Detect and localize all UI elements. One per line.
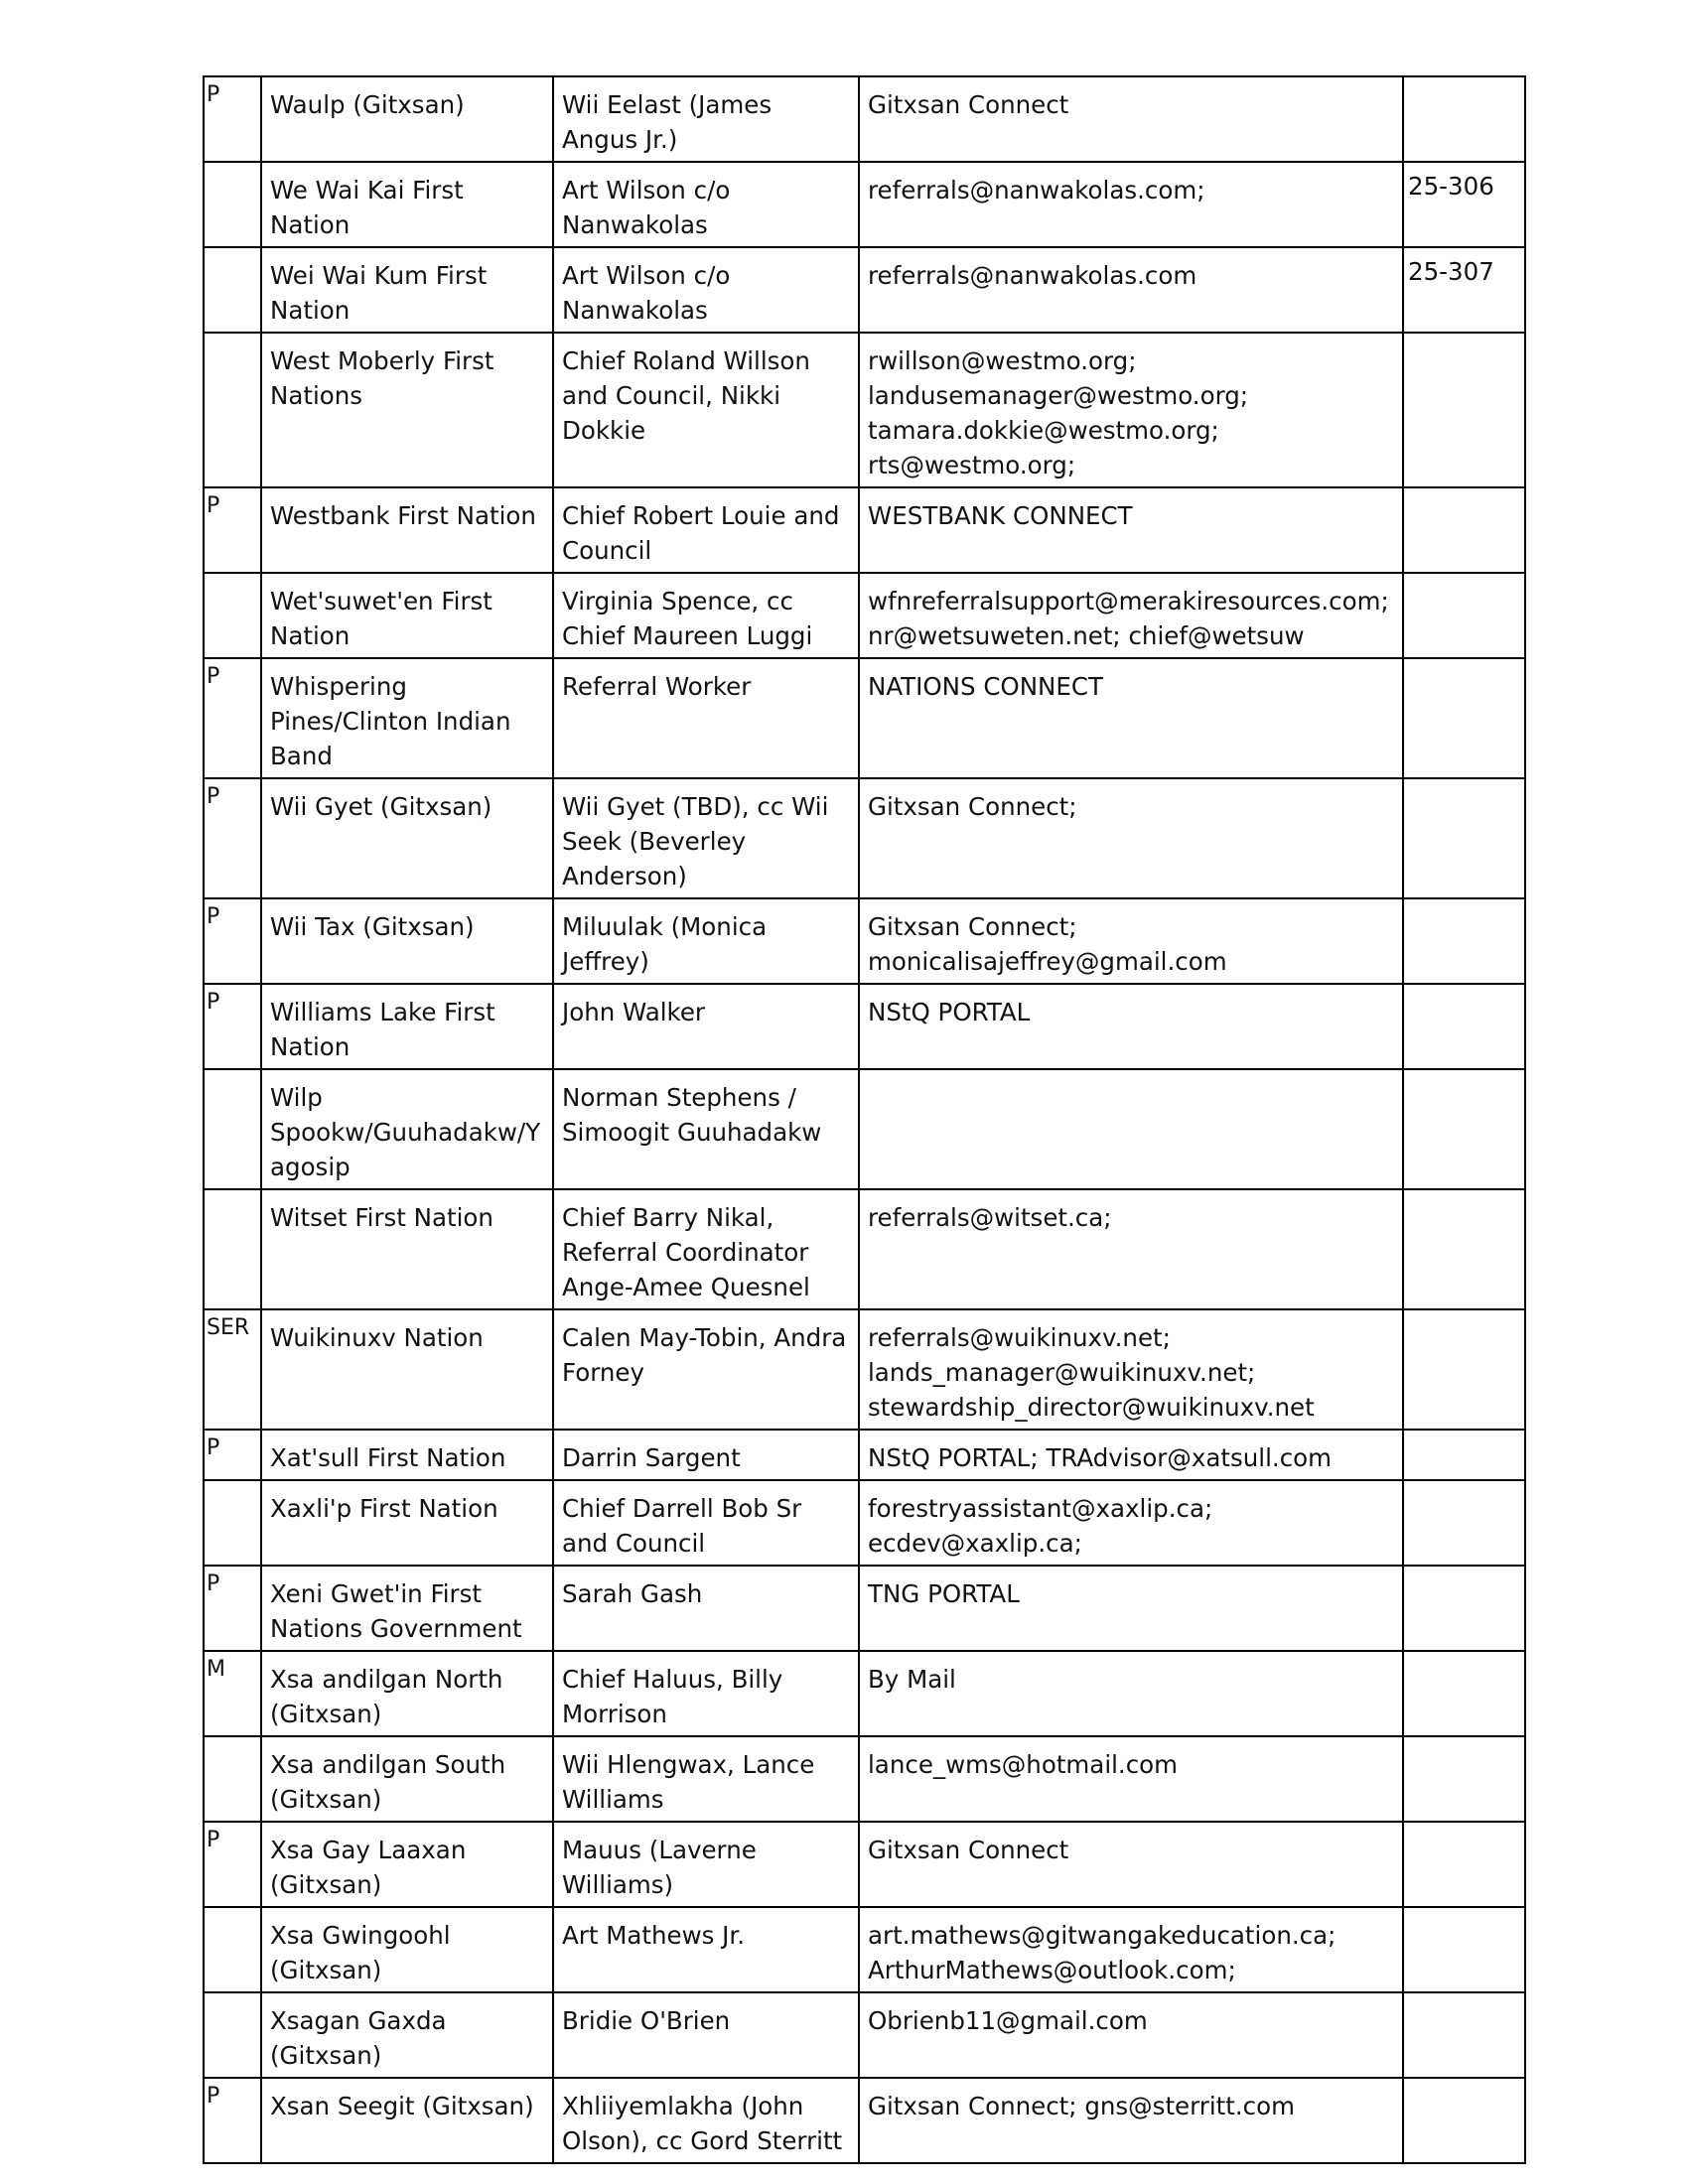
nation-name: Wii Tax (Gitxsan) — [261, 898, 553, 984]
table-row — [204, 1992, 1525, 2078]
row-flag — [204, 333, 261, 487]
file-number — [1403, 1430, 1525, 1480]
contact-name: Chief Roland Willson and Council, Nikki Dokkie — [553, 333, 859, 487]
nation-name: Williams Lake First Nation — [261, 984, 553, 1069]
contact-name: Chief Darrell Bob Sr and Council — [553, 1480, 859, 1566]
table-row — [204, 778, 1525, 898]
table-row — [204, 1822, 1525, 1907]
file-number — [1403, 898, 1525, 984]
file-number — [1403, 1566, 1525, 1651]
contact-name: Art Wilson c/o Nanwakolas — [553, 162, 859, 247]
row-flag: P — [204, 2078, 261, 2163]
nation-name: Wuikinuxv Nation — [261, 1309, 553, 1430]
contact-email: WESTBANK CONNECT — [859, 487, 1403, 573]
file-number — [1403, 1189, 1525, 1309]
contact-email: TNG PORTAL — [859, 1566, 1403, 1651]
table-row — [204, 658, 1525, 778]
table-row — [204, 247, 1525, 333]
row-flag: M — [204, 1651, 261, 1736]
contact-email: Gitxsan Connect; gns@sterritt.com — [859, 2078, 1403, 2163]
contact-name: Wii Hlengwax, Lance Williams — [553, 1736, 859, 1822]
contact-email — [859, 1069, 1403, 1189]
nation-name: Wet'suwet'en First Nation — [261, 573, 553, 658]
file-number — [1403, 1309, 1525, 1430]
contact-name: Darrin Sargent — [553, 1430, 859, 1480]
contact-name: Mauus (Laverne Williams) — [553, 1822, 859, 1907]
file-number — [1403, 658, 1525, 778]
file-number — [1403, 1480, 1525, 1566]
nation-name: Wii Gyet (Gitxsan) — [261, 778, 553, 898]
nation-name: We Wai Kai First Nation — [261, 162, 553, 247]
file-number: 25-307 — [1403, 247, 1525, 333]
row-flag — [204, 1480, 261, 1566]
file-number — [1403, 333, 1525, 487]
contact-name: Miluulak (Monica Jeffrey) — [553, 898, 859, 984]
file-number — [1403, 1992, 1525, 2078]
table-row — [204, 573, 1525, 658]
contact-name: John Walker — [553, 984, 859, 1069]
row-flag: P — [204, 1430, 261, 1480]
contact-email: NStQ PORTAL — [859, 984, 1403, 1069]
table-row — [204, 1480, 1525, 1566]
contact-name: Bridie O'Brien — [553, 1992, 859, 2078]
contact-email: wfnreferralsupport@merakiresources.com; nr@wetsuweten.net; chief@wetsuw — [859, 573, 1403, 658]
table-row — [204, 1309, 1525, 1430]
table-row — [204, 333, 1525, 487]
file-number — [1403, 487, 1525, 573]
contact-email: By Mail — [859, 1651, 1403, 1736]
table-row — [204, 2078, 1525, 2163]
nation-name: Xeni Gwet'in First Nations Government — [261, 1566, 553, 1651]
nation-name: Waulp (Gitxsan) — [261, 76, 553, 162]
row-flag: P — [204, 898, 261, 984]
row-flag — [204, 1992, 261, 2078]
nation-name: Xsa andilgan South (Gitxsan) — [261, 1736, 553, 1822]
row-flag: P — [204, 658, 261, 778]
referral-contacts-table — [203, 75, 1526, 2164]
contact-name: Chief Robert Louie and Council — [553, 487, 859, 573]
nation-name: Whispering Pines/Clinton Indian Band — [261, 658, 553, 778]
contact-email: NATIONS CONNECT — [859, 658, 1403, 778]
row-flag: P — [204, 487, 261, 573]
contact-name: Wii Eelast (James Angus Jr.) — [553, 76, 859, 162]
contact-email: lance_wms@hotmail.com — [859, 1736, 1403, 1822]
contact-email: Obrienb11@gmail.com — [859, 1992, 1403, 2078]
table-row — [204, 487, 1525, 573]
nation-name: Wilp Spookw/Guuhadakw/Yagosip — [261, 1069, 553, 1189]
file-number — [1403, 984, 1525, 1069]
file-number — [1403, 2078, 1525, 2163]
table-row — [204, 162, 1525, 247]
contact-email: Gitxsan Connect; monicalisajeffrey@gmail.com — [859, 898, 1403, 984]
contact-name: Chief Barry Nikal, Referral Coordinator Ange-Amee Quesnel — [553, 1189, 859, 1309]
nation-name: Xat'sull First Nation — [261, 1430, 553, 1480]
contact-name: Referral Worker — [553, 658, 859, 778]
file-number — [1403, 1907, 1525, 1992]
contact-name: Xhliiyemlakha (John Olson), cc Gord Sterritt — [553, 2078, 859, 2163]
contact-email: referrals@witset.ca; — [859, 1189, 1403, 1309]
row-flag: SER — [204, 1309, 261, 1430]
row-flag — [204, 573, 261, 658]
file-number — [1403, 778, 1525, 898]
file-number: 25-306 — [1403, 162, 1525, 247]
table-row — [204, 984, 1525, 1069]
table-row — [204, 76, 1525, 162]
contact-email: Gitxsan Connect — [859, 1822, 1403, 1907]
file-number — [1403, 76, 1525, 162]
nation-name: Witset First Nation — [261, 1189, 553, 1309]
file-number — [1403, 573, 1525, 658]
file-number — [1403, 1651, 1525, 1736]
row-flag: P — [204, 1822, 261, 1907]
contact-email: rwillson@westmo.org; landusemanager@westmo.org; tamara.dokkie@westmo.org; rts@westmo.org; — [859, 333, 1403, 487]
contact-name: Wii Gyet (TBD), cc Wii Seek (Beverley Anderson) — [553, 778, 859, 898]
row-flag: P — [204, 984, 261, 1069]
contact-name: Calen May-Tobin, Andra Forney — [553, 1309, 859, 1430]
table-row — [204, 1430, 1525, 1480]
nation-name: Xsa andilgan North (Gitxsan) — [261, 1651, 553, 1736]
row-flag — [204, 1189, 261, 1309]
table-row — [204, 1069, 1525, 1189]
nation-name: Xsa Gay Laaxan (Gitxsan) — [261, 1822, 553, 1907]
nation-name: Xsa Gwingoohl (Gitxsan) — [261, 1907, 553, 1992]
contact-email: Gitxsan Connect; — [859, 778, 1403, 898]
file-number — [1403, 1822, 1525, 1907]
contact-email: referrals@wuikinuxv.net; lands_manager@wuikinuxv.net; stewardship_director@wuikinuxv.net — [859, 1309, 1403, 1430]
contact-email: forestryassistant@xaxlip.ca; ecdev@xaxlip.ca; — [859, 1480, 1403, 1566]
table-body — [204, 76, 1525, 2163]
contact-name: Chief Haluus, Billy Morrison — [553, 1651, 859, 1736]
row-flag — [204, 162, 261, 247]
contact-name: Virginia Spence, cc Chief Maureen Luggi — [553, 573, 859, 658]
row-flag: P — [204, 1566, 261, 1651]
row-flag — [204, 1736, 261, 1822]
contact-name: Art Mathews Jr. — [553, 1907, 859, 1992]
nation-name: Xsan Seegit (Gitxsan) — [261, 2078, 553, 2163]
contact-name: Norman Stephens / Simoogit Guuhadakw — [553, 1069, 859, 1189]
nation-name: West Moberly First Nations — [261, 333, 553, 487]
file-number — [1403, 1069, 1525, 1189]
table-row — [204, 1566, 1525, 1651]
row-flag — [204, 1907, 261, 1992]
table-row — [204, 1907, 1525, 1992]
contact-email: NStQ PORTAL; TRAdvisor@xatsull.com — [859, 1430, 1403, 1480]
nation-name: Westbank First Nation — [261, 487, 553, 573]
nation-name: Xaxli'p First Nation — [261, 1480, 553, 1566]
table-row — [204, 898, 1525, 984]
contact-email: Gitxsan Connect — [859, 76, 1403, 162]
table-row — [204, 1736, 1525, 1822]
contact-email: referrals@nanwakolas.com; — [859, 162, 1403, 247]
contact-name: Sarah Gash — [553, 1566, 859, 1651]
file-number — [1403, 1736, 1525, 1822]
contact-email: referrals@nanwakolas.com — [859, 247, 1403, 333]
table-row — [204, 1651, 1525, 1736]
nation-name: Xsagan Gaxda (Gitxsan) — [261, 1992, 553, 2078]
row-flag — [204, 247, 261, 333]
contact-email: art.mathews@gitwangakeducation.ca; ArthurMathews@outlook.com; — [859, 1907, 1403, 1992]
row-flag — [204, 1069, 261, 1189]
table-row — [204, 1189, 1525, 1309]
nation-name: Wei Wai Kum First Nation — [261, 247, 553, 333]
row-flag: P — [204, 778, 261, 898]
contact-name: Art Wilson c/o Nanwakolas — [553, 247, 859, 333]
row-flag: P — [204, 76, 261, 162]
